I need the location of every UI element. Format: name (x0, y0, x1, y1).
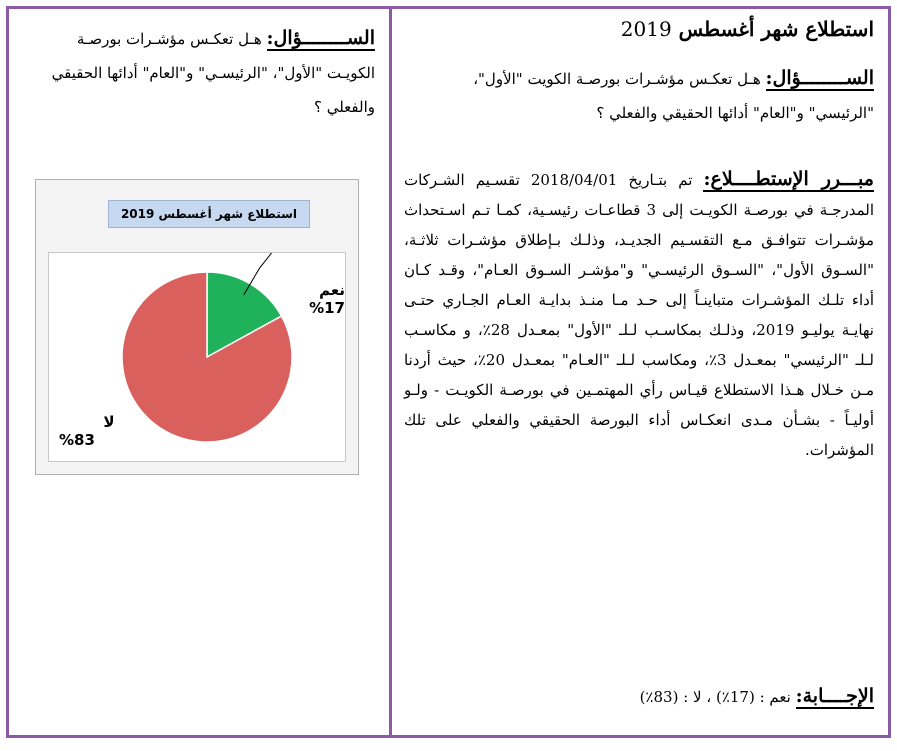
left-question-label: الســــــــؤال: (266, 27, 375, 49)
survey-year: 2019 (620, 17, 672, 41)
pie-chart (35, 179, 359, 475)
rationale-label: مبـــرر الإستطــــلاع: (703, 168, 874, 190)
answer-label: الإجــــابة: (795, 685, 874, 707)
label-no-value: %83 (59, 431, 95, 449)
left-panel (6, 6, 389, 738)
question-block (404, 61, 874, 130)
left-question-block (25, 21, 375, 124)
answer-text: نعم : (17٪) ، لا : (83٪) (639, 688, 791, 706)
question-label: الســــــــؤال: (765, 67, 874, 89)
plot-area (48, 252, 346, 462)
label-yes-name: نعم (319, 281, 345, 299)
label-yes-value: %17 (309, 299, 345, 317)
survey-title (621, 17, 874, 41)
survey-title-text: استطلاع شهر أغسطس (678, 17, 874, 41)
answer-block (640, 685, 874, 707)
right-panel (389, 6, 891, 738)
rationale-text: تم بتـاريخ 2018/04/01 تقسـيم الشـركات المدرجـة في بورصـة الكويـت إلى 3 قطاعـات رئيسـية، كمـا تـم اسـتحداث مؤشـرات تتوافـق مـع التقسـيم الجديـد، وذلـك بـإطلاق مؤشـرات ثلاثـة، "السـوق الأول"، "السـوق الرئيسـي" و"مؤشـر السـوق العـام"، وقـد كـان أداء تلـك المؤشـرات متباينـاً إلى حـد مـا منـذ بدايـة العـام الجـاري حتـى نهايـة يوليـو 2019، وذلـك بمكاسـب لـلـ "الأول" بمعـدل 28٪، و مكاسـب لـلـ "الرئيسي" بمعـدل 3٪، ومكاسب لـلـ "العـام" بمعـدل 20٪، حيث أردنا مـن خـلال هـذا الاستطلاع قيـاس رأي المهتمـين في بورصـة الكويـت - ولـو أوليـاً - بشـأن مـدى انعكـاس أداء البورصة الحقيقي والفعلي على تلك المؤشرات. (404, 171, 874, 459)
label-yes (285, 281, 345, 317)
label-no (59, 413, 129, 449)
chart-title: استطلاع شهر أغسطس 2019 (108, 200, 310, 228)
question-text: هـل تعكـس مؤشـرات بورصـة الكويت "الأول"، "الرئيسي" و"العام" أدائها الحقيقي والفعلي ؟ (473, 70, 874, 122)
label-no-name: لا (103, 413, 115, 431)
left-question-text: هـل تعكـس مؤشـرات بورصـة الكويـت "الأول"، "الرئيسـي" و"العام" أدائها الحقيقي والفعلي ؟ (51, 30, 375, 116)
rationale-block (404, 164, 874, 465)
